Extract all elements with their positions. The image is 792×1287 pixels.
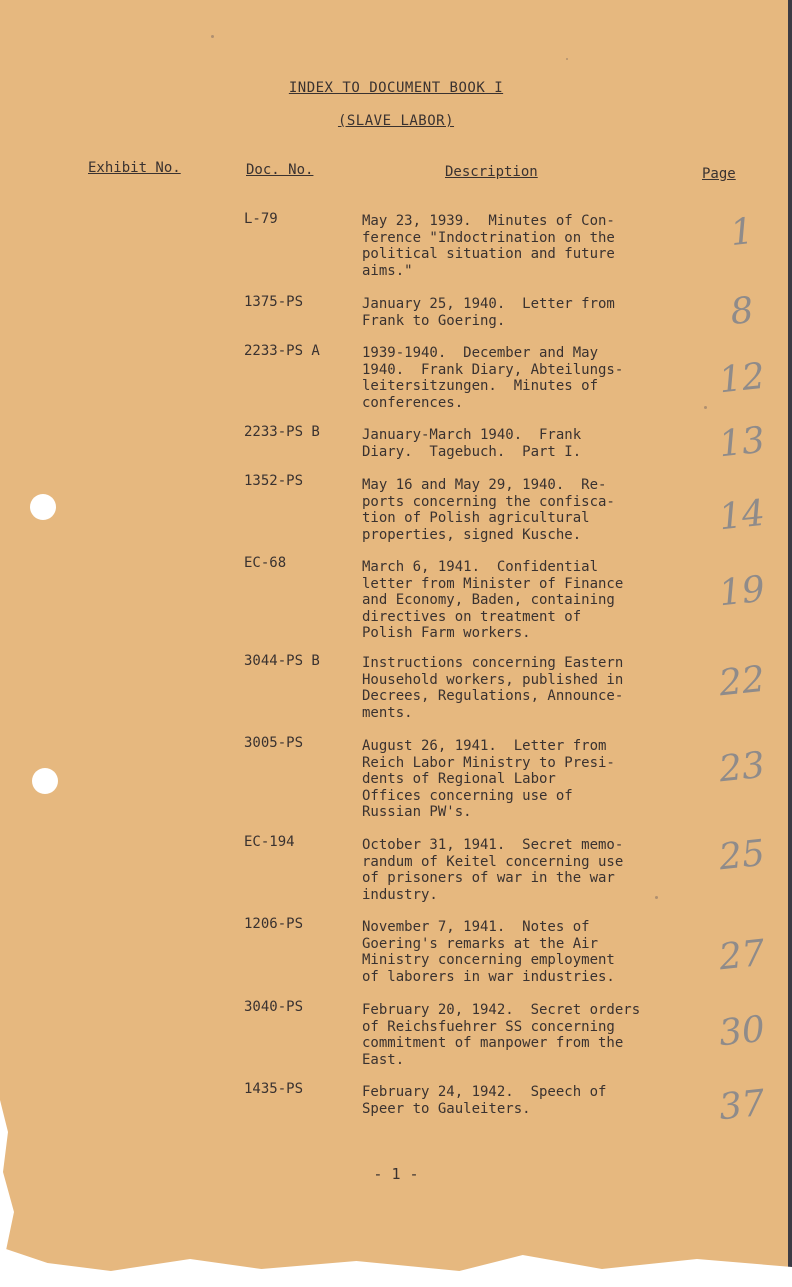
document-subtitle: (SLAVE LABOR) — [337, 113, 455, 129]
entry-description: May 16 and May 29, 1940. Re- ports concerning the confisca- tion of Polish agricultural properties, signed Kusche. — [362, 477, 615, 543]
doc-number: 2233-PS A — [244, 343, 320, 359]
doc-number: EC-194 — [244, 834, 295, 850]
handwritten-page-number: 25 — [717, 832, 767, 879]
handwritten-page-number: 22 — [717, 658, 767, 705]
scan-edge — [788, 0, 792, 1287]
doc-number: 3040-PS — [244, 999, 304, 1015]
paper-speck — [655, 896, 658, 899]
doc-number: 1352-PS — [244, 473, 304, 489]
entry-description: January 25, 1940. Letter from Frank to Goering. — [362, 296, 615, 329]
handwritten-page-number: 30 — [717, 1008, 767, 1055]
entry-description: November 7, 1941. Notes of Goering's remarks at the Air Ministry concerning employment of laborers in war industries. — [362, 919, 615, 985]
paper-speck — [704, 406, 707, 409]
entry-description: February 20, 1942. Secret orders of Reichsfuehrer SS concerning commitment of manpower from the East. — [362, 1002, 641, 1068]
handwritten-page-number: 14 — [717, 492, 767, 539]
handwritten-page-number: 12 — [717, 355, 767, 402]
doc-number: 1375-PS — [244, 294, 304, 310]
handwritten-page-number: 23 — [717, 744, 767, 791]
entry-description: January-March 1940. Frank Diary. Tagebuch. Part I. — [362, 427, 582, 460]
entry-description: March 6, 1941. Confidential letter from Minister of Finance and Economy, Baden, containing directives on treatment of Polish Farm workers. — [362, 559, 624, 641]
page-number-footer: - 1 - — [373, 1165, 419, 1183]
entry-description: August 26, 1941. Letter from Reich Labor Ministry to Presi- dents of Regional Labor Offices concerning use of Russian PW's. — [362, 738, 615, 820]
punch-hole-bottom — [32, 768, 58, 794]
doc-number: 3044-PS B — [244, 653, 320, 669]
torn-bottom-edge — [0, 1247, 792, 1287]
paper-speck — [211, 35, 214, 38]
entry-description: February 24, 1942. Speech of Speer to Gauleiters. — [362, 1084, 607, 1117]
document-title: INDEX TO DOCUMENT BOOK I — [288, 80, 504, 96]
column-header-page: Page — [702, 166, 736, 182]
handwritten-page-number: 19 — [717, 568, 767, 615]
handwritten-page-number: 13 — [717, 419, 767, 466]
paper-speck — [566, 58, 568, 60]
entry-description: October 31, 1941. Secret memo- randum of Keitel concerning use of prisoners of war in the war industry. — [362, 837, 624, 903]
column-header-exhibit: Exhibit No. — [88, 160, 181, 176]
doc-number: 3005-PS — [244, 735, 304, 751]
doc-number: EC-68 — [244, 555, 287, 571]
handwritten-page-number: 37 — [717, 1082, 767, 1129]
punch-hole-top — [30, 494, 56, 520]
column-header-description: Description — [445, 164, 538, 180]
column-header-doc: Doc. No. — [246, 162, 314, 178]
handwritten-page-number: 1 — [728, 210, 756, 255]
entry-description: May 23, 1939. Minutes of Con- ference "Indoctrination on the political situation and future aims." — [362, 213, 615, 279]
entry-description: 1939-1940. December and May 1940. Frank Diary, Abteilungs- leitersitzungen. Minutes of conferences. — [362, 345, 624, 411]
handwritten-page-number: 27 — [717, 932, 767, 979]
doc-number: 2233-PS B — [244, 424, 320, 440]
handwritten-page-number: 8 — [728, 289, 756, 334]
entry-description: Instructions concerning Eastern Household workers, published in Decrees, Regulations, Announce- ments. — [362, 655, 624, 721]
doc-number: 1435-PS — [244, 1081, 304, 1097]
doc-number: L-79 — [244, 211, 278, 227]
doc-number: 1206-PS — [244, 916, 304, 932]
